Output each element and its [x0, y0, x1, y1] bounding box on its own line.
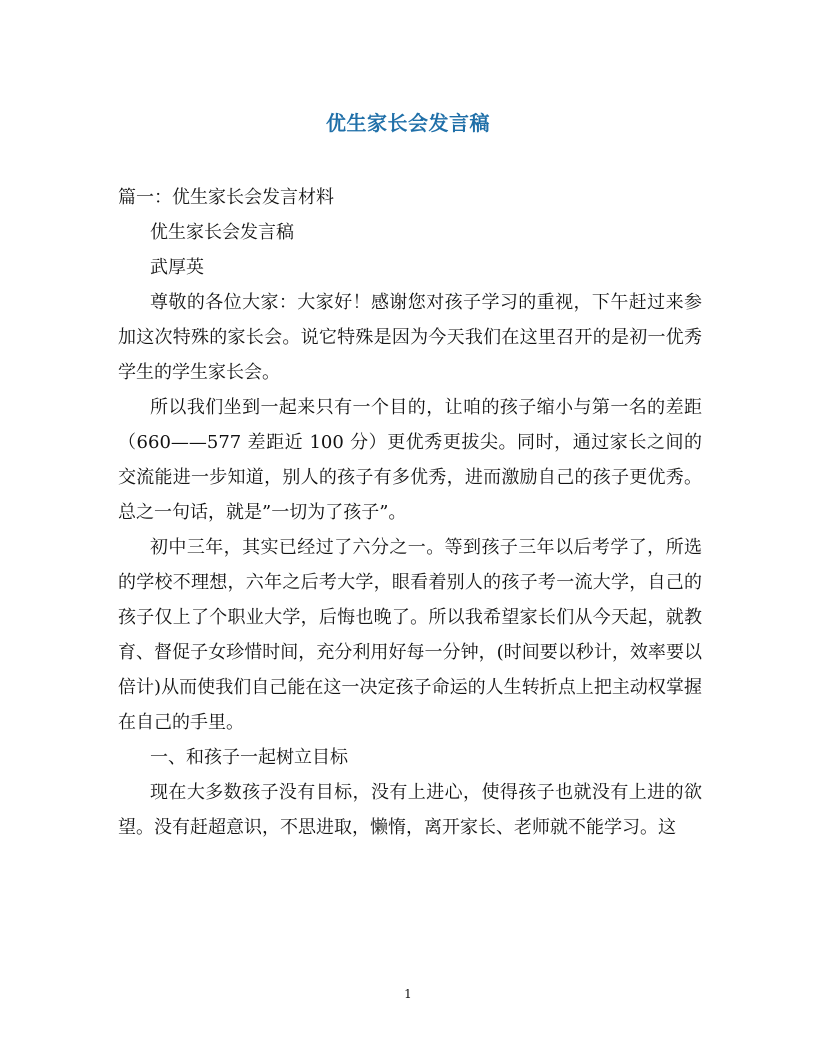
paragraph-purpose: 所以我们坐到一起来只有一个目的，让咱的孩子缩小与第一名的差距（660——577 差距近 100 分）更优秀更拔尖。同时，通过家长之间的交流能进一步知道，别人的孩子有多优秀，进而激励自己的孩子更优秀。总之一句话，就是”一切为了孩子”。	[118, 397, 702, 523]
page-number: 1	[404, 987, 412, 1001]
paragraph-greeting: 尊敬的各位大家：大家好！感谢您对孩子学习的重视，下午赶过来参加这次特殊的家长会。说它特殊是因为今天我们在这里召开的是初一优秀学生的学生家长会。	[118, 292, 702, 383]
section-heading: 篇一：优生家长会发言材料	[118, 187, 334, 208]
speech-title: 优生家长会发言稿	[150, 222, 294, 243]
subheading-set-goals: 一、和孩子一起树立目标	[150, 747, 348, 768]
paragraph-no-goals: 现在大多数孩子没有目标，没有上进心，使得孩子也就没有上进的欲望。没有赶超意识，不思进取，懒惰，离开家长、老师就不能学习。这	[118, 782, 702, 838]
paragraph-three-years: 初中三年，其实已经过了六分之一。等到孩子三年以后考学了，所选的学校不理想，六年之后考大学，眼看着别人的孩子考一流大学，自己的孩子仅上了个职业大学，后悔也晚了。所以我希望家长们从今天起，就教育、督促子女珍惜时间，充分利用好每一分钟，(时间要以秒计，效率要以倍计)从而使我们自己能在这一决定孩子命运的人生转折点上把主动权掌握在自己的手里。	[118, 537, 702, 733]
document-title: 优生家长会发言稿	[326, 111, 490, 135]
document-body	[118, 180, 702, 845]
author-name: 武厚英	[150, 257, 204, 278]
